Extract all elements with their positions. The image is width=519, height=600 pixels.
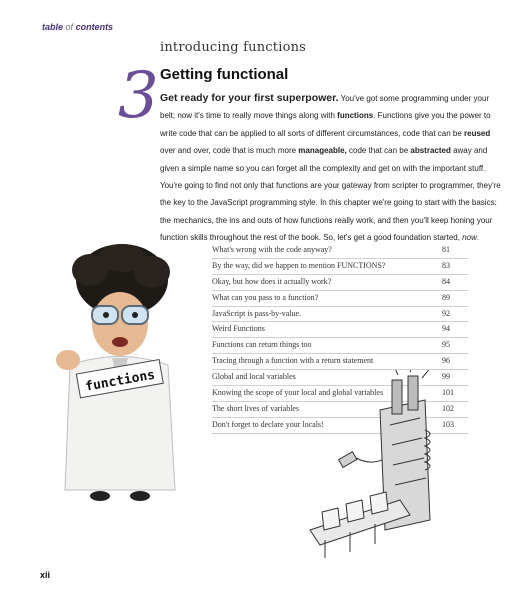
toc-row[interactable] — [212, 275, 468, 291]
intro-lead: Get ready for your first superpower. — [160, 92, 339, 104]
running-header — [42, 22, 113, 32]
chimney-shape — [392, 380, 402, 414]
box-shape — [322, 508, 340, 530]
intro-bold: reused — [464, 128, 491, 138]
toc-title: Tracing through a function with a return statement — [212, 356, 374, 366]
toc-title: Okay, but how does it actually work? — [212, 276, 332, 286]
toc-page: 99 — [442, 372, 450, 382]
intro-text: . — [476, 233, 480, 243]
toc-page: 103 — [442, 419, 454, 429]
toc-page: 94 — [442, 324, 450, 334]
toc-title: Global and local variables — [212, 372, 296, 382]
toc-page: 84 — [442, 276, 450, 286]
chapter-number: 3 — [118, 59, 159, 133]
intro-text: away and given a simple name so you can forget all the complexity and get on with the important stuff. You're going to find not only that functions are your gateway from scripter to programmer, they're the key to the JavaScript programming style. In this chapter we're going to start with the basics: the mechanics, the ins and outs of how functions really work, and then you'll keep honing your function skills throughout the rest of the book. So, let's get a good foundation started, — [160, 146, 501, 243]
shoe-shape — [130, 491, 150, 501]
toc-title: The short lives of variables — [212, 403, 300, 413]
shoe-shape — [90, 491, 110, 501]
toc-row[interactable] — [212, 338, 468, 354]
toc-row[interactable] — [212, 307, 468, 323]
toc-title: Weird Functions — [212, 324, 265, 334]
controller-shape — [339, 452, 357, 468]
intro-text: . Functions give you the power to write code that can be applied to all sorts of different circumstances, code that can be — [160, 111, 491, 138]
toc-page: 83 — [442, 260, 450, 270]
toc-page: 92 — [442, 308, 450, 318]
toc-row[interactable] — [212, 322, 468, 338]
chapter-intro — [160, 90, 505, 247]
factory-machine-illustration — [300, 370, 460, 560]
intro-text: code that can be — [346, 146, 411, 156]
chimney-shape — [408, 376, 418, 410]
toc-row[interactable] — [212, 291, 468, 307]
toc-row[interactable] — [212, 259, 468, 275]
toc-title: Don't forget to declare your locals! — [212, 419, 324, 429]
toc-page: 89 — [442, 292, 450, 302]
intro-bold: functions — [337, 111, 374, 121]
toc-title: What's wrong with the code anyway? — [212, 245, 332, 254]
box-shape — [346, 500, 364, 522]
toc-row[interactable] — [212, 243, 468, 259]
intro-bold: abstracted — [410, 146, 451, 156]
toc-page: 95 — [442, 340, 450, 350]
toc-row[interactable] — [212, 354, 468, 370]
scientist-illustration — [40, 240, 190, 505]
toc-title: What can you pass to a function? — [212, 292, 319, 302]
toc-page: 102 — [442, 403, 454, 413]
header-word-of: of — [65, 22, 74, 32]
intro-text: over and over, code that is much more — [160, 146, 299, 156]
mouth-shape — [112, 337, 128, 347]
page-number: xii — [40, 570, 51, 580]
header-word-table: table — [42, 22, 64, 32]
toc-title: JavaScript is pass-by-value. — [212, 308, 302, 318]
chapter-subtitle: introducing functions — [160, 40, 307, 55]
chapter-title: Getting functional — [160, 66, 289, 83]
controller-cable — [356, 458, 382, 462]
toc-page: 81 — [442, 245, 450, 254]
toc-title: By the way, did we happen to mention FUNCTIONS? — [212, 260, 386, 270]
intro-bold: manageable, — [298, 146, 347, 156]
header-word-contents: contents — [75, 22, 114, 32]
intro-text: You've got some programming under your belt; now it's time to really move things along with — [160, 94, 490, 121]
toc-page: 96 — [442, 356, 450, 366]
intro-italic: now — [462, 233, 477, 243]
toc-page: 101 — [442, 388, 454, 398]
toc-title: Functions can return things too — [212, 340, 312, 350]
box-shape — [370, 492, 388, 514]
toc-title: Knowing the scope of your local and global variables — [212, 388, 384, 398]
card-label: functions — [84, 367, 157, 395]
hand-shape — [56, 350, 80, 370]
